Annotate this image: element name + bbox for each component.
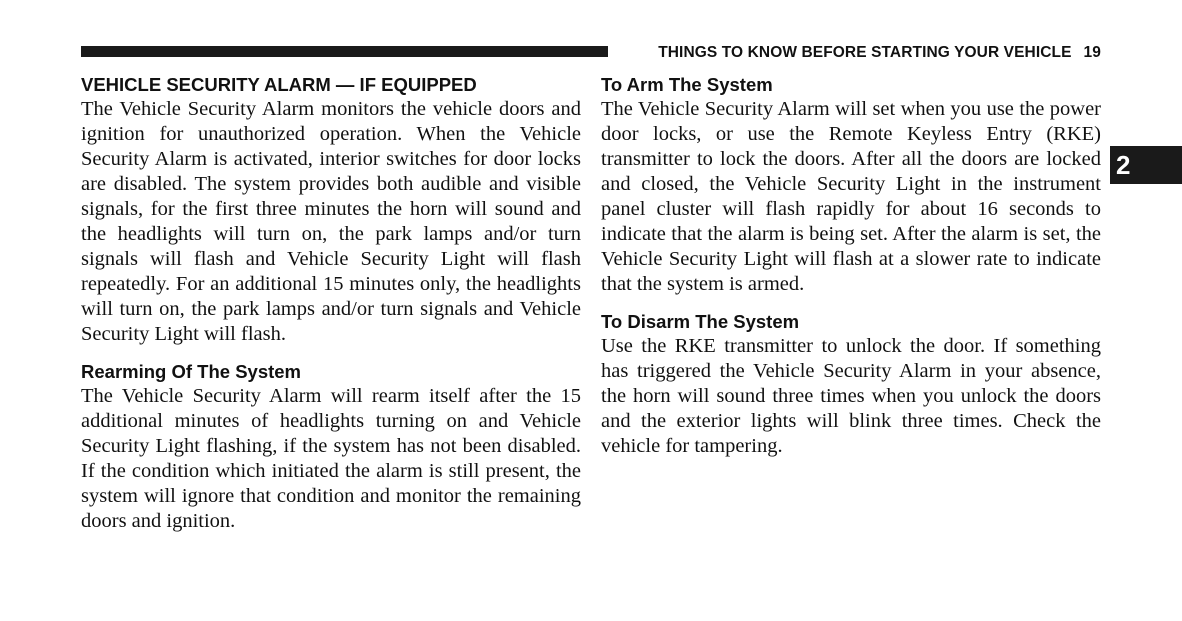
running-title: THINGS TO KNOW BEFORE STARTING YOUR VEHICLE [658, 44, 1072, 61]
section-body-security-alarm: The Vehicle Security Alarm monitors the vehicle doors and ignition for unauthorized operation. When the Vehicle Security Alarm is activated, interior switches for door locks are disabled. The system provides both audible and visible signals, for the first three minutes the horn will sound and the headlights will turn on, the park lamps and/or turn signals will flash and Vehicle Security Light will flash repeatedly. For an additional 15 minutes only, the headlights will turn on, the park lamps and/or turn signals and Vehicle Security Light will flash. [81, 98, 581, 345]
right-column [601, 72, 1101, 459]
section-body-disarm: Use the RKE transmitter to unlock the door. If something has triggered the Vehicle Security Alarm in your absence, the horn will sound three times when you unlock the doors and the exterior lights will blink three times. Check the vehicle for tampering. [601, 335, 1101, 457]
chapter-tab [1110, 146, 1182, 184]
running-header [658, 44, 1101, 62]
chapter-number: 2 [1116, 150, 1131, 180]
header-rule [81, 46, 608, 57]
left-column [81, 72, 581, 534]
section-heading-arm: To Arm The System [601, 74, 773, 95]
section-heading-rearming: Rearming Of The System [81, 361, 302, 382]
section-body-arm: The Vehicle Security Alarm will set when you use the power door locks, or use the Remote Keyless Entry (RKE) transmitter to lock the doors. After all the doors are locked and closed, the Vehicle Security Light in the instrument panel cluster will flash rapidly for about 16 seconds to indicate that the alarm is being set. After the alarm is set, the Vehicle Security Light will flash at a slower rate to indicate that the system is armed. [601, 98, 1101, 295]
section-heading-security-alarm: VEHICLE SECURITY ALARM — IF EQUIPPED [81, 74, 477, 95]
section-heading-disarm: To Disarm The System [601, 311, 800, 332]
page-number: 19 [1083, 44, 1101, 61]
section-body-rearming: The Vehicle Security Alarm will rearm itself after the 15 additional minutes of headlights turning on and Vehicle Security Light flashing, if the system has not been disabled. If the condition which initiated the alarm is still present, the system will ignore that condition and monitor the remaining doors and ignition. [81, 385, 581, 532]
